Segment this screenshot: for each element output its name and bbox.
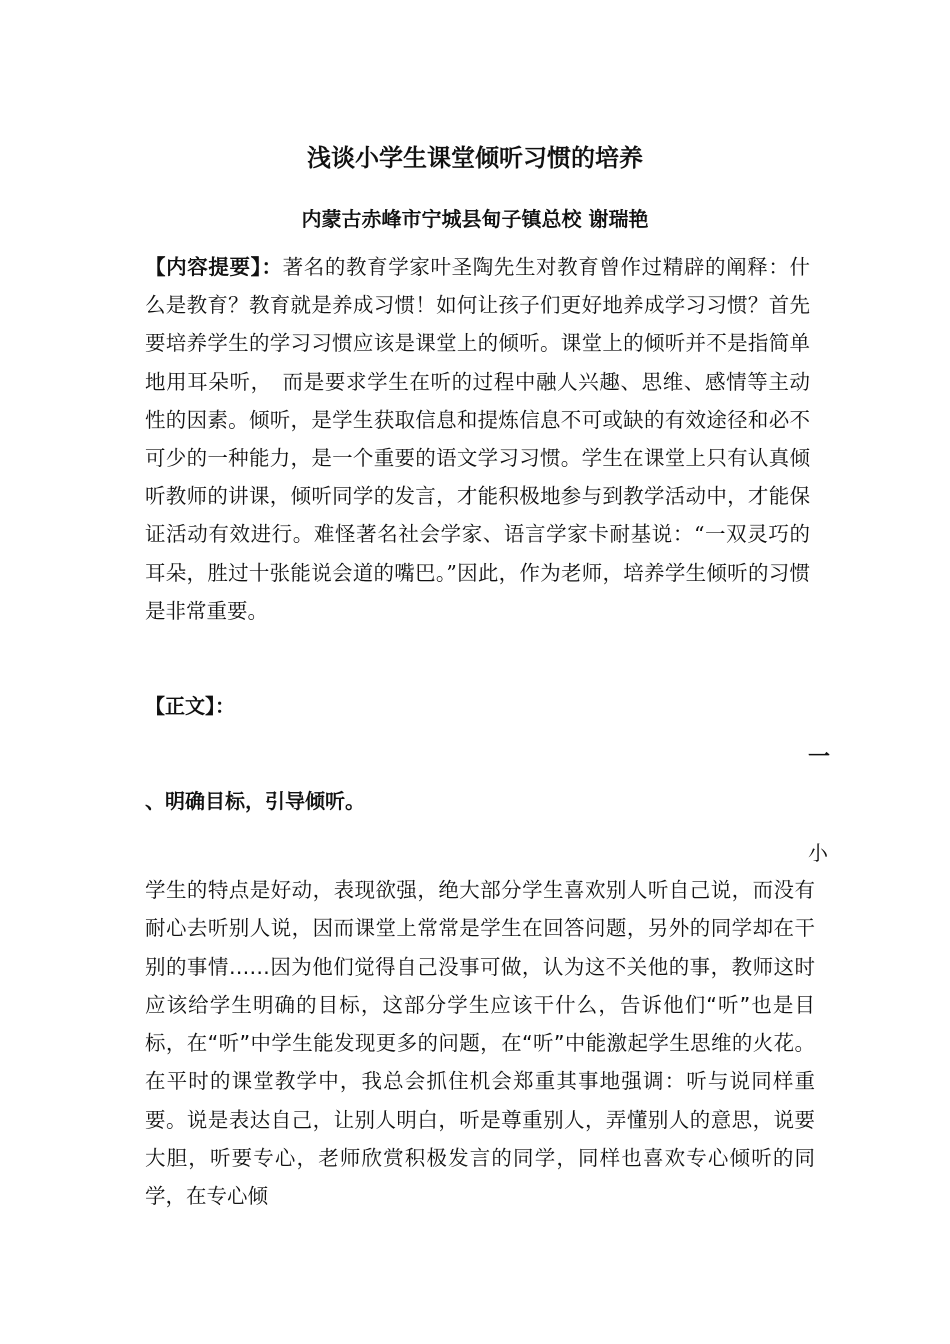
document-title: 浅谈小学生课堂倾听习惯的培养 <box>307 144 643 172</box>
body-paragraph: 学生的特点是好动，表现欲强，绝大部分学生喜欢别人听自己说，而没有耐心去听别人说，因而课堂上常常是学生在回答问题，另外的同学却在干别的事情……因为他们觉得自己没事可做，认为这不关他的事，教师这时应该给学生明确的目标，这部分学生应该干什么，告诉他们“听”也是目标，在“听”中学生能发现更多的问题，在“听”中能激起学生思维的火花。在平时的课堂教学中，我总会抓住机会郑重其事地强调：听与说同样重要。说是表达自己，让别人明白，听是尊重别人，弄懂别人的意思，说要大胆，听要专心，老师欣赏积极发言的同学，同样也喜欢专心倾听的同学，在专心倾 <box>145 878 815 1209</box>
section-title: 、明确目标，引导倾听。 <box>145 789 365 813</box>
abstract-block <box>145 248 810 630</box>
stray-character: 小 <box>808 841 828 865</box>
abstract-label: 【内容提要】： <box>145 255 283 279</box>
abstract-text: 著名的教育学家叶圣陶先生对教育曾作过精辟的阐释：什么是教育？教育就是养成习惯！如何让孩子们更好地养成学习习惯？首先要培养学生的学习习惯应该是课堂上的倾听。课堂上的倾听并不是指简单地用耳朵听， 而是要求学生在听的过程中融人兴趣、思维、感情等主动性的因素。倾听，是学生获取信息和提炼信息不可或缺的有效途径和必不可少的一种能力，是一个重要的语文学习习惯。学生在课堂上只有认真倾听教师的讲课，倾听同学的发言，才能积极地参与到教学活动中，才能保证活动有效进行。难怪著名社会学家、语言学家卡耐基说：“一双灵巧的耳朵，胜过十张能说会道的嘴巴。”因此，作为老师，培养学生倾听的习惯是非常重要。 <box>145 255 811 623</box>
section-number: 一 <box>807 745 830 770</box>
author-line: 内蒙古赤峰市宁城县甸子镇总校 谢瑞艳 <box>301 207 649 231</box>
body-label: 【正文】： <box>145 694 235 718</box>
